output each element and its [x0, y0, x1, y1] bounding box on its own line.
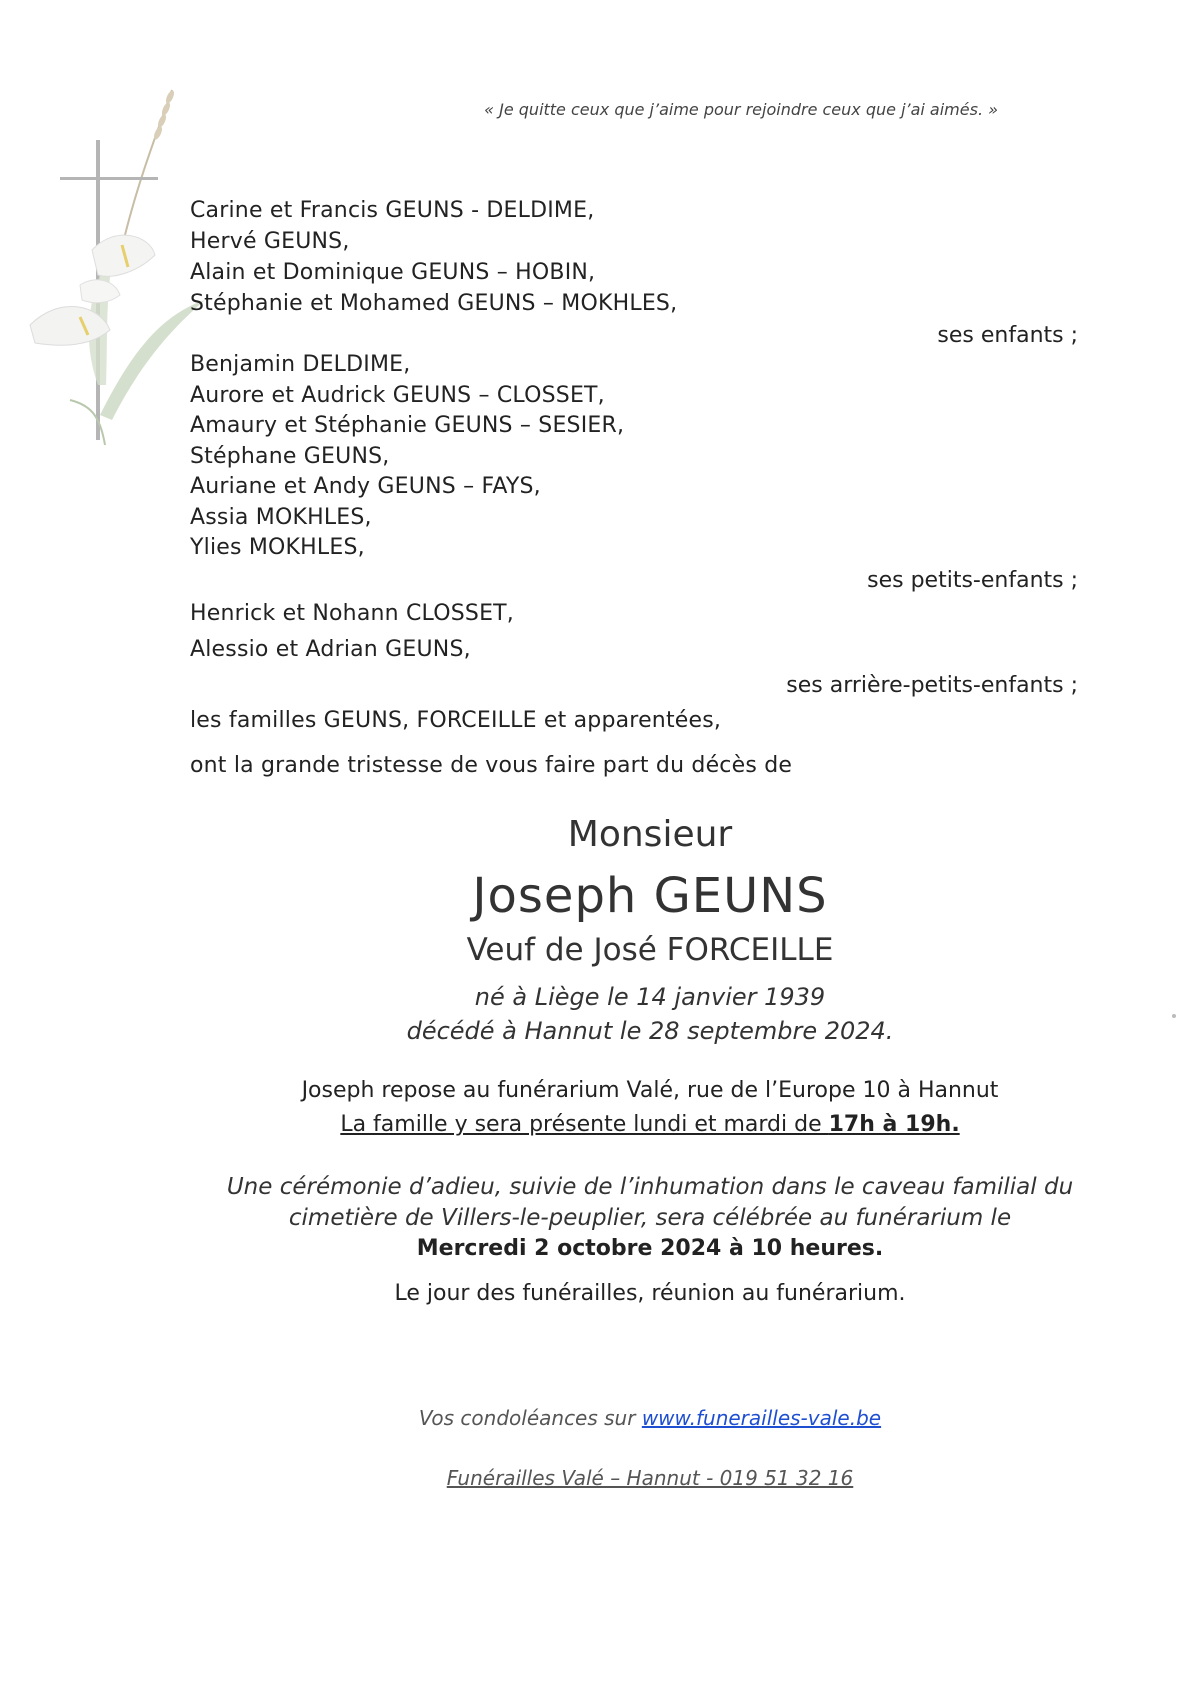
death-line: décédé à Hannut le 28 septembre 2024.	[406, 1017, 894, 1045]
child-line: Stéphanie et Mohamed GEUNS – MOKHLES,	[190, 291, 678, 316]
grandchild-line: Stéphane GEUNS,	[190, 444, 390, 469]
families-line: les familles GEUNS, FORCEILLE et apparentées,	[190, 708, 722, 733]
child-line: Alain et Dominique GEUNS – HOBIN,	[190, 260, 596, 285]
deceased-name: Joseph GEUNS	[472, 868, 828, 924]
condolences-link[interactable]: www.funerailles-vale.be	[641, 1406, 882, 1430]
presence-line	[0, 1112, 1194, 1137]
ceremony-line-1: Une cérémonie d’adieu, suivie de l’inhumation dans le caveau familial du	[226, 1174, 1074, 1200]
great-grandchild-line: Alessio et Adrian GEUNS,	[190, 637, 471, 662]
grandchild-line: Benjamin DELDIME,	[190, 352, 411, 377]
condolences-line	[0, 1406, 1194, 1430]
presence-text: La famille y sera présente lundi et mardi de	[340, 1112, 829, 1137]
presence-hours: 17h à 19h.	[828, 1112, 960, 1137]
honorific: Monsieur	[567, 814, 733, 855]
announcement-line: ont la grande tristesse de vous faire part du décès de	[190, 753, 793, 778]
ceremony-line-2: cimetière de Villers-le-peuplier, sera célébrée au funérarium le	[288, 1205, 1012, 1231]
ceremony-date: Mercredi 2 octobre 2024 à 10 heures.	[416, 1236, 884, 1261]
child-line: Carine et Francis GEUNS - DELDIME,	[190, 198, 595, 223]
cross-lily-decoration	[20, 85, 210, 465]
grandchildren-role: ses petits-enfants ;	[867, 568, 1078, 593]
grandchild-line: Ylies MOKHLES,	[190, 535, 365, 560]
great-grandchildren-role: ses arrière-petits-enfants ;	[786, 673, 1078, 698]
grandchild-line: Amaury et Stéphanie GEUNS – SESIER,	[190, 413, 625, 438]
great-grandchild-line: Henrick et Nohann CLOSSET,	[190, 601, 514, 626]
children-role: ses enfants ;	[937, 323, 1078, 348]
reunion-line: Le jour des funérailles, réunion au funérarium.	[394, 1281, 906, 1306]
epigraph-quote: « Je quitte ceux que j’aime pour rejoindre ceux que j’ai aimés. »	[484, 100, 998, 119]
grandchild-line: Auriane et Andy GEUNS – FAYS,	[190, 474, 541, 499]
repose-line: Joseph repose au funérarium Valé, rue de l’Europe 10 à Hannut	[301, 1078, 999, 1103]
scan-speck	[1172, 1014, 1176, 1018]
grandchild-line: Assia MOKHLES,	[190, 505, 372, 530]
birth-line: né à Liège le 14 janvier 1939	[474, 983, 826, 1011]
condolences-text: Vos condoléances sur	[418, 1406, 642, 1430]
child-line: Hervé GEUNS,	[190, 229, 350, 254]
grandchild-line: Aurore et Audrick GEUNS – CLOSSET,	[190, 383, 605, 408]
funeral-home-line: Funérailles Valé – Hannut - 019 51 32 16	[446, 1466, 854, 1490]
widower-line: Veuf de José FORCEILLE	[466, 932, 834, 968]
